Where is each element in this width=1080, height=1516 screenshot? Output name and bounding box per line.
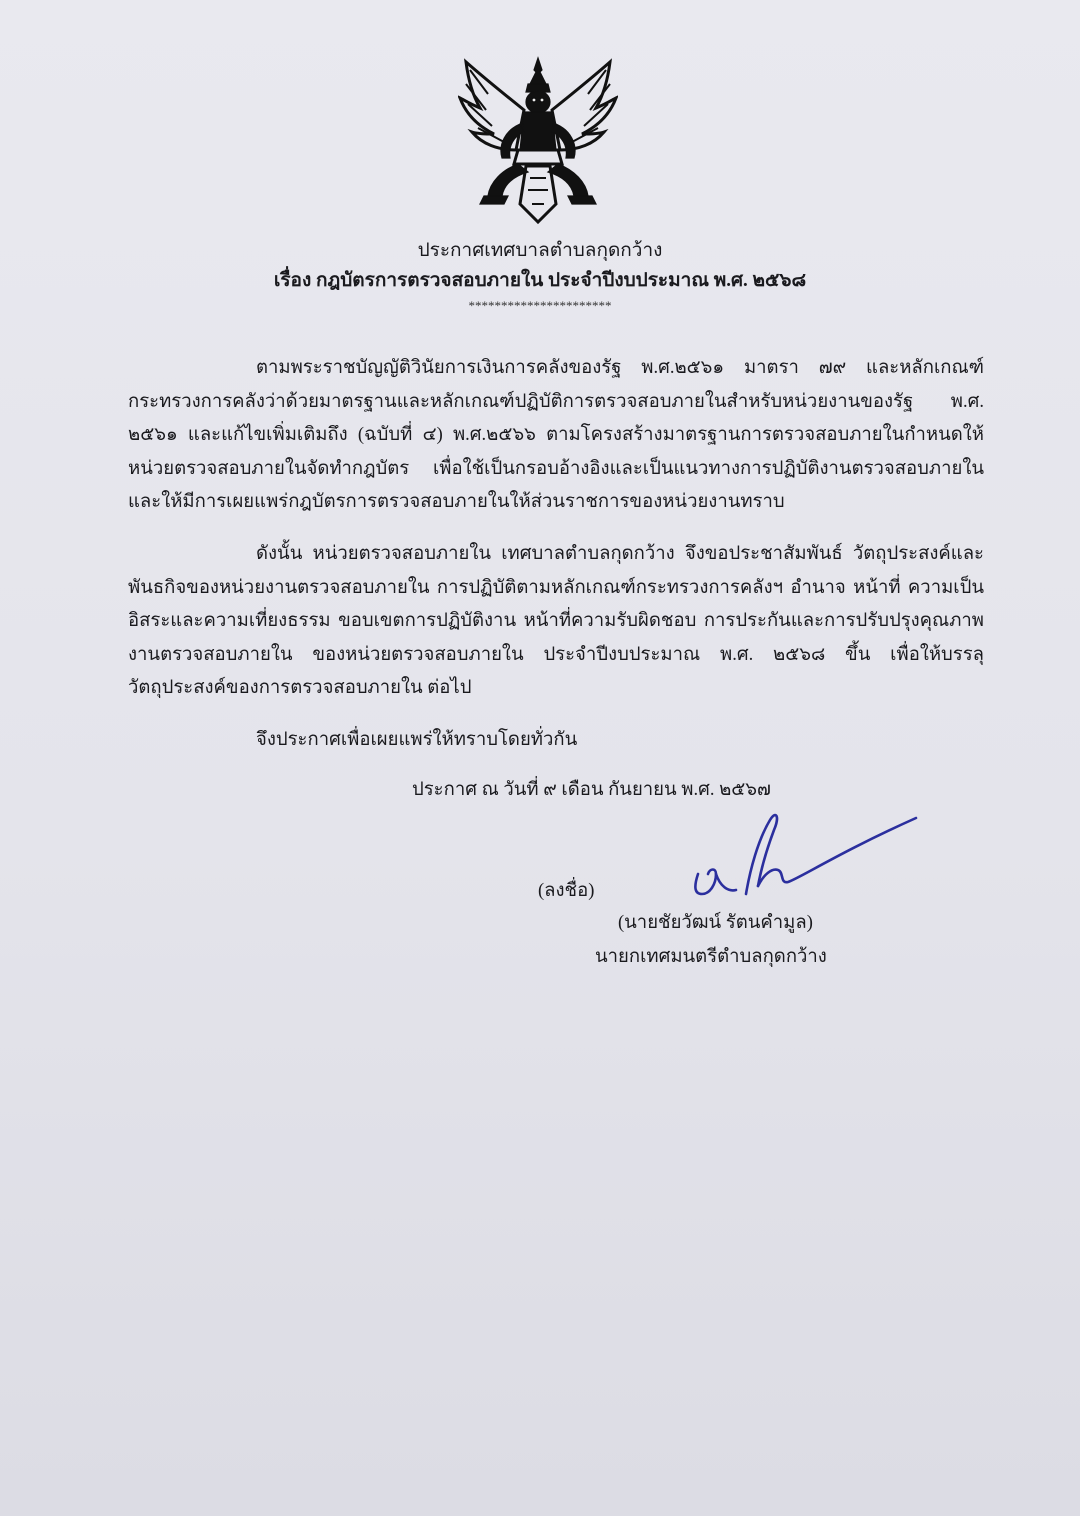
- announcement-date: ประกาศ ณ วันที่ ๙ เดือน กันยายน พ.ศ. ๒๕๖๗: [412, 780, 771, 800]
- signer-position: นายกเทศมนตรีตำบลกุดกว้าง: [595, 947, 827, 967]
- announcement-subject: เรื่อง กฎบัตรการตรวจสอบภายใน ประจำปีงบประมาณ พ.ศ. ๒๕๖๘: [273, 270, 807, 291]
- body-paragraph-2: ดังนั้น หน่วยตรวจสอบภายใน เทศบาลตำบลกุดกว้าง จึงขอประชาสัมพันธ์ วัตถุประสงค์และพันธกิจของหน่วยงานตรวจสอบภายใน การปฏิบัติตามหลักเกณฑ์กระทรวงการคลังฯ อำนาจ หน้าที่ ความเป็นอิสระและความเที่ยงธรรม ขอบเขตการปฏิบัติงาน หน้าที่ความรับผิดชอบ การประกันและการปรับปรุงคุณภาพงานตรวจสอบภายใน ของหน่วยตรวจสอบภายใน ประจำปีงบประมาณ พ.ศ. ๒๕๖๘ ขึ้น เพื่อให้บรรลุวัตถุประสงค์ของการตรวจสอบภายใน ต่อไป: [128, 544, 984, 698]
- handwritten-signature: [680, 790, 930, 920]
- announcement-title: ประกาศเทศบาลตำบลกุดกว้าง: [417, 240, 663, 261]
- body-paragraph-1: ตามพระราชบัญญัติวินัยการเงินการคลังของรัฐ พ.ศ.๒๕๖๑ มาตรา ๗๙ และหลักเกณฑ์กระทรวงการคลังว่าด้วยมาตรฐานและหลักเกณฑ์ปฏิบัติการตรวจสอบภายในสำหรับหน่วยงานของรัฐ พ.ศ. ๒๕๖๑ และแก้ไขเพิ่มเติมถึง (ฉบับที่ ๔) พ.ศ.๒๕๖๖ ตามโครงสร้างมาตรฐานการตรวจสอบภายในกำหนดให้หน่วยตรวจสอบภายในจัดทำกฎบัตร เพื่อใช้เป็นกรอบอ้างอิงและเป็นแนวทางการปฏิบัติงานตรวจสอบภายในและให้มีการเผยแพร่กฎบัตรการตรวจสอบภายในให้ส่วนราชการของหน่วยงานทราบ: [128, 358, 984, 512]
- header: [0, 236, 1080, 316]
- signature-label: (ลงชื่อ): [538, 881, 595, 901]
- closing-statement: จึงประกาศเพื่อเผยแพร่ให้ทราบโดยทั่วกัน: [256, 730, 578, 750]
- signer-name: (นายชัยวัฒน์ รัตนคำมูล): [618, 913, 813, 933]
- separator-stars: **********************: [468, 298, 612, 313]
- garuda-emblem-icon: [458, 54, 618, 232]
